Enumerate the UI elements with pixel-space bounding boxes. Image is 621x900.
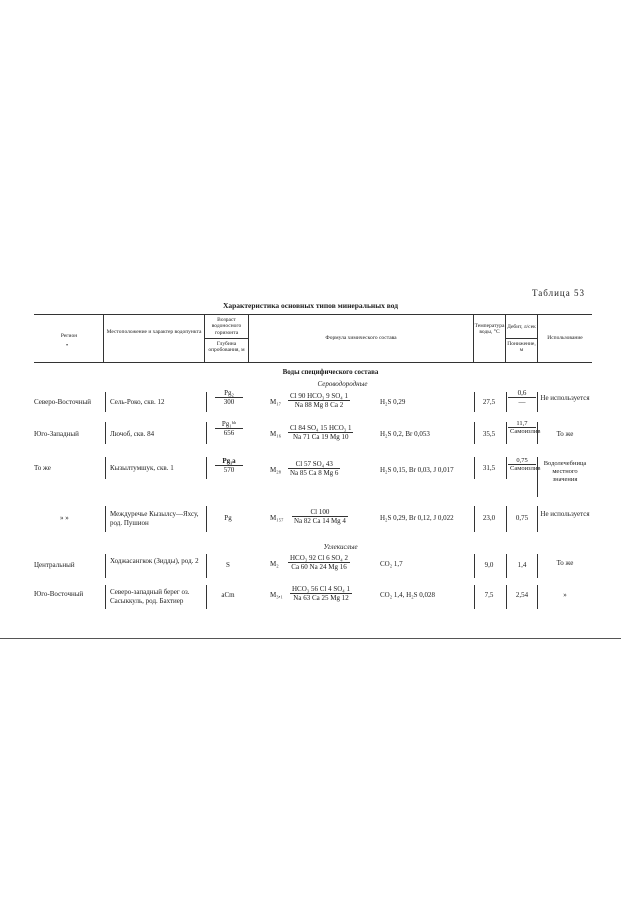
row6-formula: M₃,₁ HCO₃ 56 Cl 4 SO₄ 1 Na 63 Ca 25 Mg 12 CO₂ 1,4, H₂S 0,028 xyxy=(270,585,436,602)
row1-region: Северо-Восточный xyxy=(34,398,92,406)
row6-region: Юго-Восточный xyxy=(34,590,84,598)
row5-age: S xyxy=(226,561,230,569)
row3-flow-fraction: 0,75 Самоизлив xyxy=(510,457,541,472)
header-divider xyxy=(248,315,249,362)
header-temp: Температура воды, °С xyxy=(474,323,505,336)
row-bar xyxy=(474,422,475,444)
row-bar xyxy=(506,422,507,444)
row4-location: Междуречье Кызылсу—Яхсу, род. Пушион xyxy=(110,510,199,528)
row1-temp: 27,5 xyxy=(482,398,496,406)
row-bar xyxy=(474,506,475,532)
row-bar xyxy=(474,392,475,412)
row2-location: Лючоб, скв. 84 xyxy=(110,430,155,438)
row3-location: Кызылтумшук, скв. 1 xyxy=(110,464,174,472)
row5-flow: 1,4 xyxy=(517,561,527,569)
row-bar xyxy=(206,506,207,532)
row6-use: » xyxy=(563,591,567,599)
row3-formula: M₂₈ Cl 57 SO₄ 43 Na 85 Ca 8 Mg 6 H₂S 0,15, Br 0,03, J 0,017 xyxy=(270,460,454,477)
row2-flow-fraction: 11,7 Самоизлив xyxy=(510,420,541,435)
row-bar xyxy=(474,585,475,609)
row-bar xyxy=(474,457,475,479)
header-depth: Глубина опробования, м xyxy=(208,341,245,354)
row-bar xyxy=(206,392,207,412)
row1-age-fraction: $\frac{\text{Pg₂}}{300}$ xyxy=(215,389,243,406)
row2-use: То же xyxy=(556,430,574,438)
row-bar xyxy=(105,457,106,479)
row4-use: Не используется xyxy=(540,510,590,518)
row2-temp: 35,5 xyxy=(482,430,496,438)
row-bar xyxy=(105,506,106,532)
row5-location: Ходжасангкок (Зидды), род. 2 xyxy=(110,557,199,565)
row6-temp: 7,5 xyxy=(484,591,494,599)
header-location: Местоположение и характер водопункта xyxy=(106,329,202,335)
row-bar xyxy=(206,457,207,479)
row2-formula: M₁₆ Cl 84 SO₄ 15 HCO₃ 1 Na 71 Ca 19 Mg 10 H₂S 0,2, Br 0,053 xyxy=(270,424,430,441)
row5-region: Центральный xyxy=(34,561,75,569)
table-top-rule xyxy=(34,314,592,315)
header-age: Возраст водоносного горизонта xyxy=(211,317,242,336)
row-bar xyxy=(474,554,475,578)
row-bar xyxy=(105,554,106,578)
row-bar xyxy=(206,554,207,578)
header-bottom-rule xyxy=(34,362,592,363)
row5-temp: 9,0 xyxy=(484,561,494,569)
row3-temp: 31,5 xyxy=(482,464,496,472)
row5-formula: M₂ HCO₃ 92 Cl 6 SO₄ 2 Ca 60 Na 24 Mg 16 CO₂ 1,7 xyxy=(270,554,403,571)
row-bar xyxy=(537,506,538,532)
row5-use: То же xyxy=(556,559,574,567)
row-bar xyxy=(206,422,207,444)
row-bar xyxy=(506,392,507,412)
row-bar xyxy=(506,554,507,578)
row4-age: Pg xyxy=(224,514,232,522)
row3-age-fraction: $\frac{\text{Pg₁a}}{570}$ xyxy=(215,457,243,474)
row-bar xyxy=(537,457,538,497)
row6-age: aCm xyxy=(221,591,235,599)
row-bar xyxy=(105,422,106,444)
row3-use: Водолечебница местного значения xyxy=(543,460,587,484)
row-bar xyxy=(537,585,538,609)
header-region-mark: • xyxy=(66,343,69,349)
row6-location: Северо-западный берег оз. Сасыккуль, род. Бахтиер xyxy=(110,588,190,606)
table-number: Таблица 53 xyxy=(532,288,585,298)
row1-use: Не используется xyxy=(540,394,590,402)
row2-age-fraction: $\frac{\text{Pg₁ᵇʰ}}{656}$ xyxy=(215,420,243,437)
row4-region: » » xyxy=(60,514,69,522)
row4-flow: 0,75 xyxy=(515,514,529,522)
section-specific: Воды специфического состава xyxy=(282,368,379,376)
row-bar xyxy=(105,585,106,609)
page-bottom-rule xyxy=(0,638,621,639)
header-divider xyxy=(506,338,537,339)
row4-temp: 23,0 xyxy=(482,514,496,522)
section-co2: Углекислые xyxy=(323,543,358,551)
row2-region: Юго-Западный xyxy=(34,430,79,438)
row1-location: Сель-Роко, скв. 12 xyxy=(110,398,165,406)
header-divider xyxy=(103,315,104,362)
row1-formula: M₁₇ Cl 90 HCO₃ 9 SO₄ 1 Na 88 Mg 8 Ca 2 H₂S 0,29 xyxy=(270,392,406,409)
row1-flow-fraction: 0,6 — xyxy=(508,389,536,406)
row-bar xyxy=(506,457,507,479)
row3-region: То же xyxy=(34,464,51,472)
row-bar xyxy=(537,392,538,412)
row-bar xyxy=(537,422,538,444)
row-bar xyxy=(537,554,538,578)
header-region: Регион xyxy=(60,333,78,339)
header-formula: Формула химического состава xyxy=(325,335,397,341)
header-flow: Дебит, л/сек xyxy=(507,324,536,330)
row-bar xyxy=(506,506,507,532)
header-divider xyxy=(205,338,248,339)
row-bar xyxy=(506,585,507,609)
row-bar xyxy=(105,392,106,412)
header-drawdown: Понижение, м xyxy=(507,341,536,354)
row4-formula: M₁₅₇ Cl 100 Na 82 Ca 14 Mg 4 H₂S 0,29, Br 0,12, J 0,022 xyxy=(270,508,454,525)
section-h2s: Сероводородные xyxy=(317,380,368,388)
header-use: Использование xyxy=(547,335,583,341)
row-bar xyxy=(206,585,207,609)
row6-flow: 2,54 xyxy=(515,591,529,599)
table-title: Характеристика основных типов минеральных вод xyxy=(222,301,399,310)
